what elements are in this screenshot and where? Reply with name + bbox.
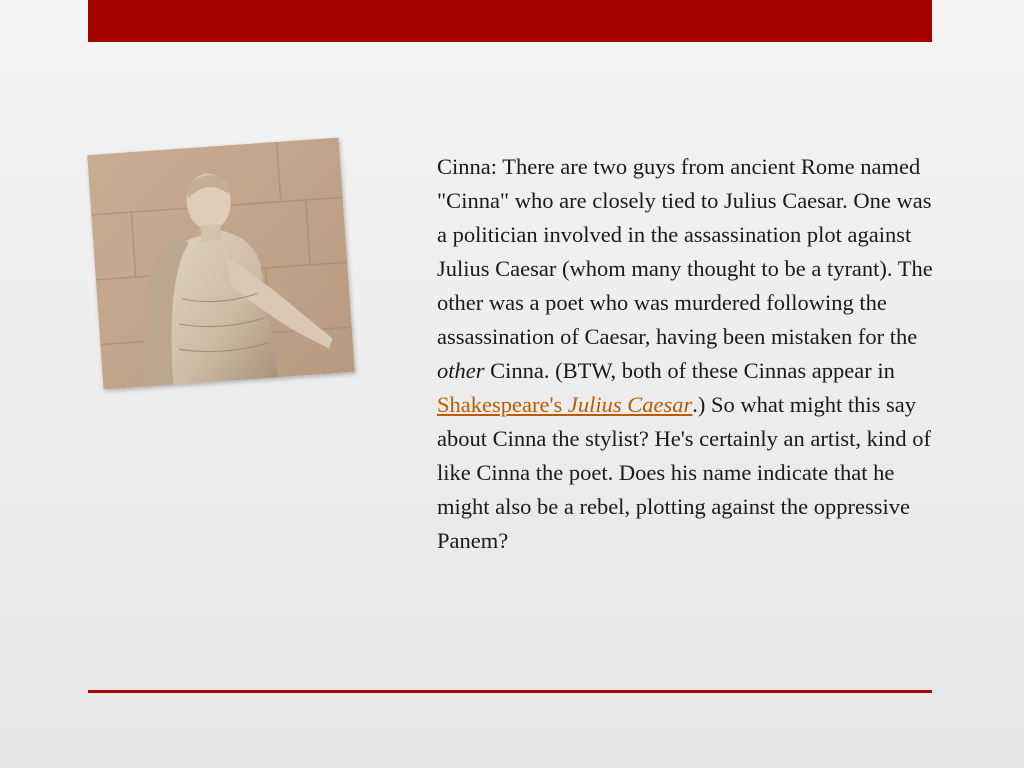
link-emphasis: Julius Caesar	[567, 392, 693, 417]
emphasis-other: other	[437, 358, 485, 383]
paragraph-text-3: .) So what might this say about Cinna the stylist? He's certainly an artist, kind of like Cinna the poet. Does his name indicate that he might also be a rebel, plotting against the oppressive Panem?	[437, 392, 931, 553]
statue-photo	[87, 137, 355, 389]
header-accent-bar	[88, 0, 932, 42]
shakespeare-link[interactable]	[437, 392, 692, 417]
paragraph-text-2: Cinna. (BTW, both of these Cinnas appear in	[484, 358, 895, 383]
link-text: Shakespeare's	[437, 392, 568, 417]
body-paragraph	[437, 150, 937, 558]
footer-divider	[88, 690, 932, 693]
paragraph-text-1: Cinna: There are two guys from ancient Rome named "Cinna" who are closely tied to Julius Caesar. One was a politician involved in the assassination plot against Julius Caesar (whom many thought to be a tyrant). The other was a poet who was murdered following the assassination of Caesar, having been mistaken for the	[437, 154, 933, 349]
statue-icon	[87, 137, 355, 389]
